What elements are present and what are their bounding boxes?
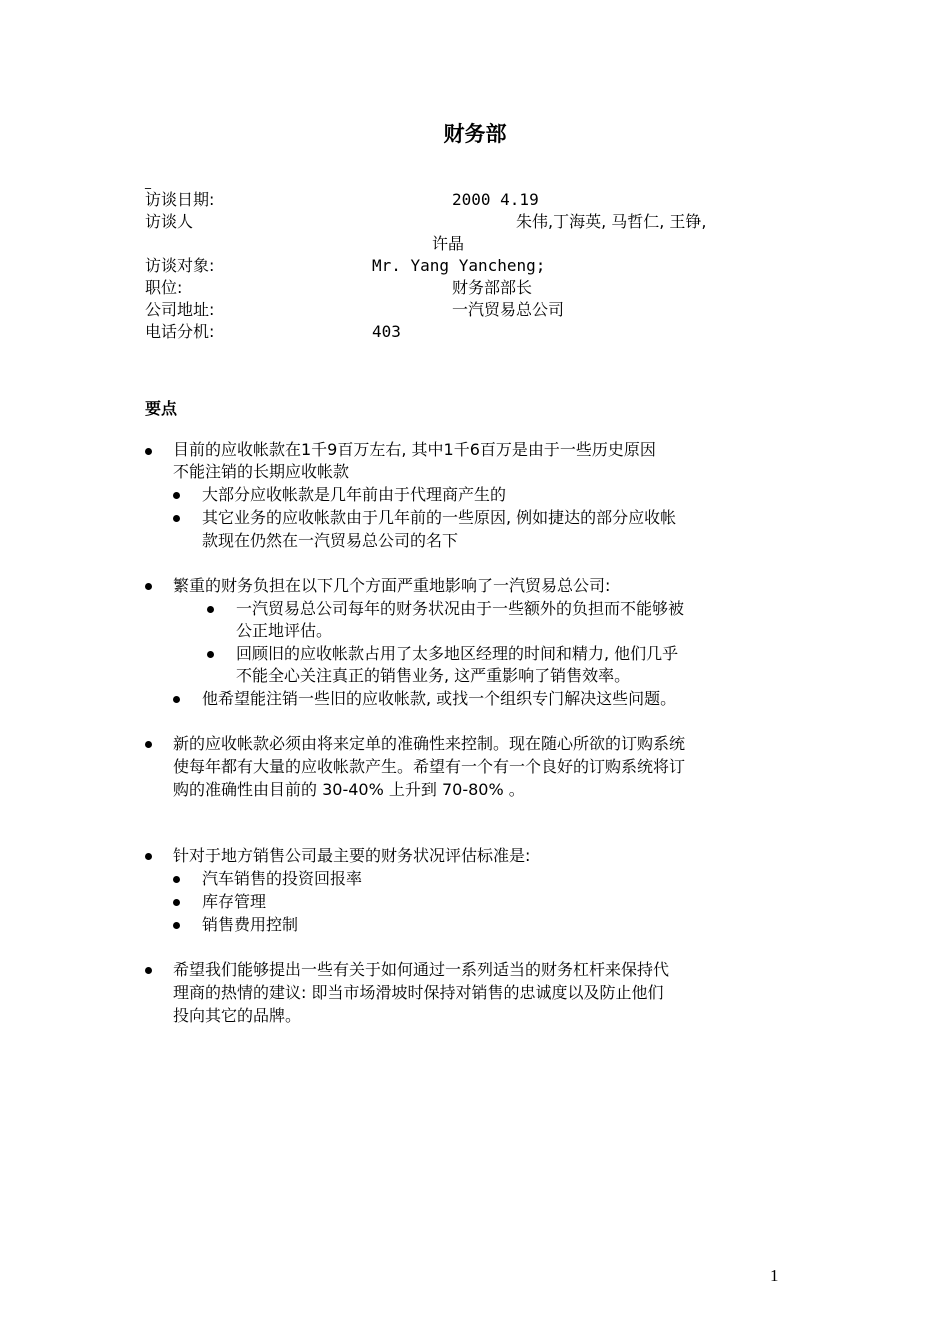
point-4: 针对于地方销售公司最主要的财务状况评估标准是: <box>173 846 531 865</box>
bullet-dot <box>173 899 180 906</box>
bullet-dot <box>145 741 152 748</box>
bullet-dot <box>207 606 214 613</box>
address-value: 一汽贸易总公司 <box>452 300 565 319</box>
point-4b: 库存管理 <box>202 892 267 911</box>
bullet-dot <box>145 448 152 455</box>
point-5-line-2: 理商的热情的建议: 即当市场滑坡时保持对销售的忠诚度以及防止他们 <box>173 983 664 1002</box>
point-1-line-2: 不能注销的长期应收帐款 <box>173 462 350 481</box>
position-label: 职位: <box>145 278 183 297</box>
interviewer-value: 朱伟,丁海英, 马哲仁, 王铮, <box>516 212 707 231</box>
bullet-dot <box>145 853 152 860</box>
point-2b-line-2: 不能全心关注真正的销售业务, 这严重影响了销售效率。 <box>236 666 631 685</box>
page-number: 1 <box>770 1266 779 1285</box>
point-3-line-2: 使每年都有大量的应收帐款产生。希望有一个有一个良好的订购系统将订 <box>173 757 686 776</box>
point-2c: 他希望能注销一些旧的应收帐款, 或找一个组织专门解决这些问题。 <box>202 689 677 708</box>
bullet-dot <box>173 696 180 703</box>
date-value: 2000 4.19 <box>452 190 539 209</box>
date-label: 访谈日期: <box>145 190 215 209</box>
point-2: 繁重的财务负担在以下几个方面严重地影响了一汽贸易总公司: <box>173 576 611 595</box>
point-1-line-1: 目前的应收帐款在1千9百万左右, 其中1千6百万是由于一些历史原因 <box>173 440 656 459</box>
bullet-dot <box>173 492 180 499</box>
subject-value: Mr. Yang Yancheng; <box>372 256 546 275</box>
interviewer-value-cont: 许晶 <box>432 234 465 253</box>
interviewer-label: 访谈人 <box>145 212 194 231</box>
bullet-dot <box>173 515 180 522</box>
position-value: 财务部部长 <box>452 278 533 297</box>
bullet-dot <box>173 922 180 929</box>
phone-label: 电话分机: <box>145 322 215 341</box>
point-4a: 汽车销售的投资回报率 <box>202 869 363 888</box>
point-4c: 销售费用控制 <box>202 915 299 934</box>
bullet-dot <box>145 583 152 590</box>
point-5-line-3: 投向其它的品牌。 <box>173 1006 302 1025</box>
header-mark: _ <box>145 175 151 189</box>
point-1b-line-1: 其它业务的应收帐款由于几年前的一些原因, 例如捷达的部分应收帐 <box>202 508 677 527</box>
address-label: 公司地址: <box>145 300 215 319</box>
point-1a: 大部分应收帐款是几年前由于代理商产生的 <box>202 485 507 504</box>
point-2a-line-2: 公正地评估。 <box>236 621 333 640</box>
phone-value: 403 <box>372 322 401 341</box>
bullet-dot <box>173 876 180 883</box>
point-3-line-3: 购的准确性由目前的 30-40% 上升到 70-80% 。 <box>173 780 525 799</box>
page-title: 财务部 <box>443 122 507 146</box>
point-2a-line-1: 一汽贸易总公司每年的财务状况由于一些额外的负担而不能够被 <box>236 599 685 618</box>
key-points-heading: 要点 <box>145 399 178 418</box>
point-5-line-1: 希望我们能够提出一些有关于如何通过一系列适当的财务杠杆来保持代 <box>173 960 670 979</box>
bullet-dot <box>207 651 214 658</box>
point-1b-line-2: 款现在仍然在一汽贸易总公司的名下 <box>202 531 459 550</box>
point-2b-line-1: 回顾旧的应收帐款占用了太多地区经理的时间和精力, 他们几乎 <box>236 644 679 663</box>
point-3-line-1: 新的应收帐款必须由将来定单的准确性来控制。现在随心所欲的订购系统 <box>173 734 686 753</box>
subject-label: 访谈对象: <box>145 256 215 275</box>
bullet-dot <box>145 967 152 974</box>
